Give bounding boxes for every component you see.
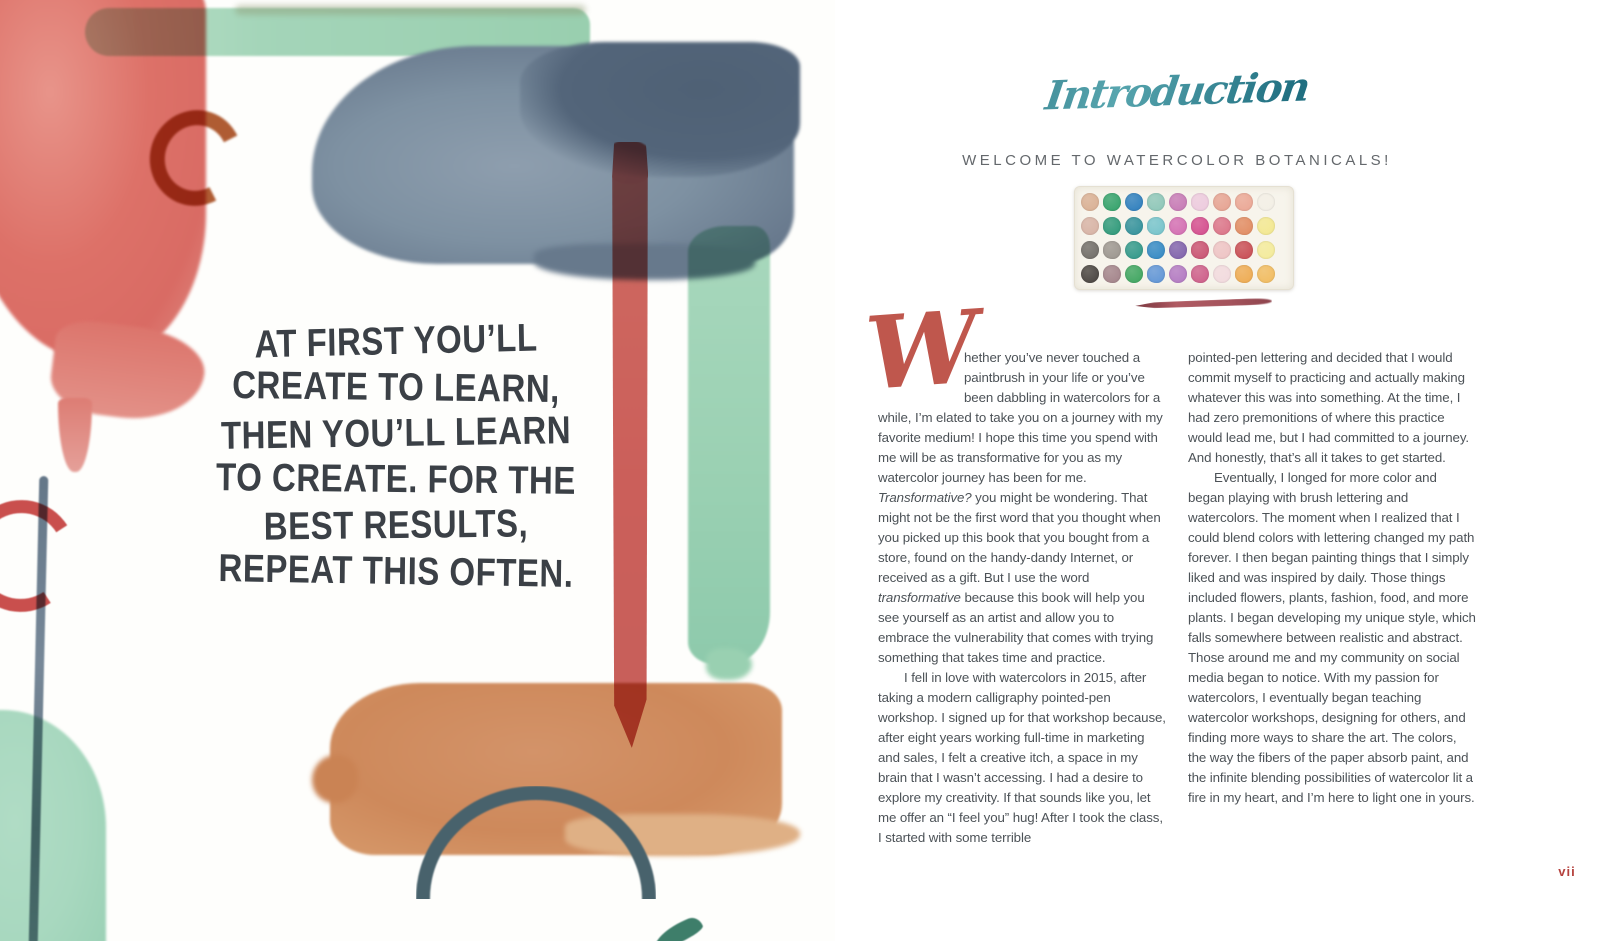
paint-pan [1257, 241, 1275, 259]
watercolor-palette-photo [1074, 186, 1294, 290]
watercolor-teal-arch [416, 786, 656, 899]
text-column-2 [1188, 348, 1476, 848]
paint-pan [1169, 241, 1187, 259]
paint-pan [1081, 241, 1099, 259]
paint-pan [1081, 217, 1099, 235]
paint-pan [1257, 193, 1275, 211]
paint-pan [1125, 193, 1143, 211]
paint-pan [1213, 265, 1231, 283]
paint-pan [1147, 241, 1165, 259]
paint-pan [1169, 217, 1187, 235]
paint-pan [1235, 217, 1253, 235]
watercolor-red-drip [58, 398, 92, 472]
paint-pan [1125, 265, 1143, 283]
quote-line: BEST RESULTS, [263, 500, 529, 548]
watercolor-leaf-stroke [648, 915, 706, 941]
paintbrush-image [1135, 298, 1272, 310]
paint-pan [1213, 217, 1231, 235]
paint-pan [1191, 265, 1209, 283]
paint-pan [1213, 241, 1231, 259]
paragraph: I fell in love with watercolors in 2015, after taking a modern calligraphy pointed-pen workshop. I signed up for that workshop because, after eight years working full-time in marketing and sales, I felt a creative itch, a space in my brain that I wasn’t accessing. I had a desire to explore my creativity. If that sounds like you, let me offer an “I feel you” hug! After I took the class, I started with some terrible [878, 670, 1166, 845]
watercolor-red-vertical-stroke [612, 142, 648, 748]
paint-pan [1147, 265, 1165, 283]
paint-pan [1147, 217, 1165, 235]
paint-pan [1169, 265, 1187, 283]
paint-pan [1257, 265, 1275, 283]
paint-pan [1235, 241, 1253, 259]
paint-pan [1235, 193, 1253, 211]
paint-pan [1125, 241, 1143, 259]
palette-row [1081, 265, 1287, 283]
paint-pan [1191, 217, 1209, 235]
paint-pan [1235, 265, 1253, 283]
quote-line: THEN YOU’LL LEARN [220, 407, 572, 458]
paint-pan [1081, 193, 1099, 211]
drop-cap: W [862, 287, 983, 413]
paint-pan [1103, 265, 1121, 283]
paint-pan [1103, 217, 1121, 235]
paint-pan [1213, 193, 1231, 211]
paint-pan [1169, 193, 1187, 211]
paint-pan [1103, 193, 1121, 211]
paragraph: Eventually, I longed for more color and began playing with brush lettering and watercolors. The moment when I realized that I could blend colors with lettering changed my path forever. I then began painting things that I simply liked and was inspired by daily. Those things included flowers, plants, fashion, food, and more plants. I began developing my unique style, which falls somewhere between realistic and abstract. Those around me and my community on social media began to notice. With my passion for watercolors, I eventually began teaching watercolor workshops, designing for others, and finding more ways to share the art. The colors, the way the fibers of the paper absorb paint, and the infinite blending possibilities of watercolor lit a fire in my heart, and I’m here to light one in yours. [1188, 470, 1476, 805]
paint-pan [1125, 217, 1143, 235]
right-page-introduction [835, 0, 1600, 941]
watercolor-teal-arch-ring [416, 786, 656, 899]
quote-line: AT FIRST YOU’LL [254, 315, 538, 366]
paint-pan [1257, 217, 1275, 235]
quote-line: TO CREATE. FOR THE [215, 454, 577, 503]
quote-line: REPEAT THIS OFTEN. [218, 545, 574, 596]
chapter-title: Introduction [873, 58, 1481, 126]
palette-row [1081, 241, 1287, 259]
watercolor-mint-vertical-band [688, 226, 770, 664]
welcome-subtitle: WELCOME TO WATERCOLOR BOTANICALS! [962, 152, 1392, 169]
page-number: vii [1558, 864, 1576, 879]
paint-pan [1081, 265, 1099, 283]
paint-pan [1103, 241, 1121, 259]
body-text-columns [862, 287, 1476, 848]
paint-pan [1191, 241, 1209, 259]
paint-pan [1191, 193, 1209, 211]
palette-row [1081, 193, 1287, 211]
right-page-content [862, 0, 1576, 941]
palette-row [1081, 217, 1287, 235]
text-column-1 [862, 287, 1166, 848]
paragraph-text: hether you’ve never touched a paintbrush in your life or you’ve been dabbling in watercolors for a while, I’m elated to take you on a journey with my favorite medium! I hope this time you spend with me will be as transformative for you as my watercolor journey has been for me. Transformative? you might be wondering. That might not be the first word that you thought when you picked up this book that you bought from a store, found on the handy-dandy Internet, or received as a gift. But I use the word transformative because this book will help you see yourself as an artist and allow you to embrace the vulnerability that comes with trying something that takes time and practice. [878, 350, 1163, 665]
paragraph: pointed-pen lettering and decided that I would commit myself to practicing and actually making whatever this was into something. At the time, I had zero premonitions of where this practice would lead me, but I had committed to a journey. And honestly, that’s all it takes to get started. [1188, 350, 1469, 465]
hand-lettered-quote [178, 315, 614, 596]
paint-pan [1147, 193, 1165, 211]
watercolor-mint-bottom-blob [0, 710, 106, 941]
quote-line: CREATE TO LEARN, [232, 362, 561, 411]
